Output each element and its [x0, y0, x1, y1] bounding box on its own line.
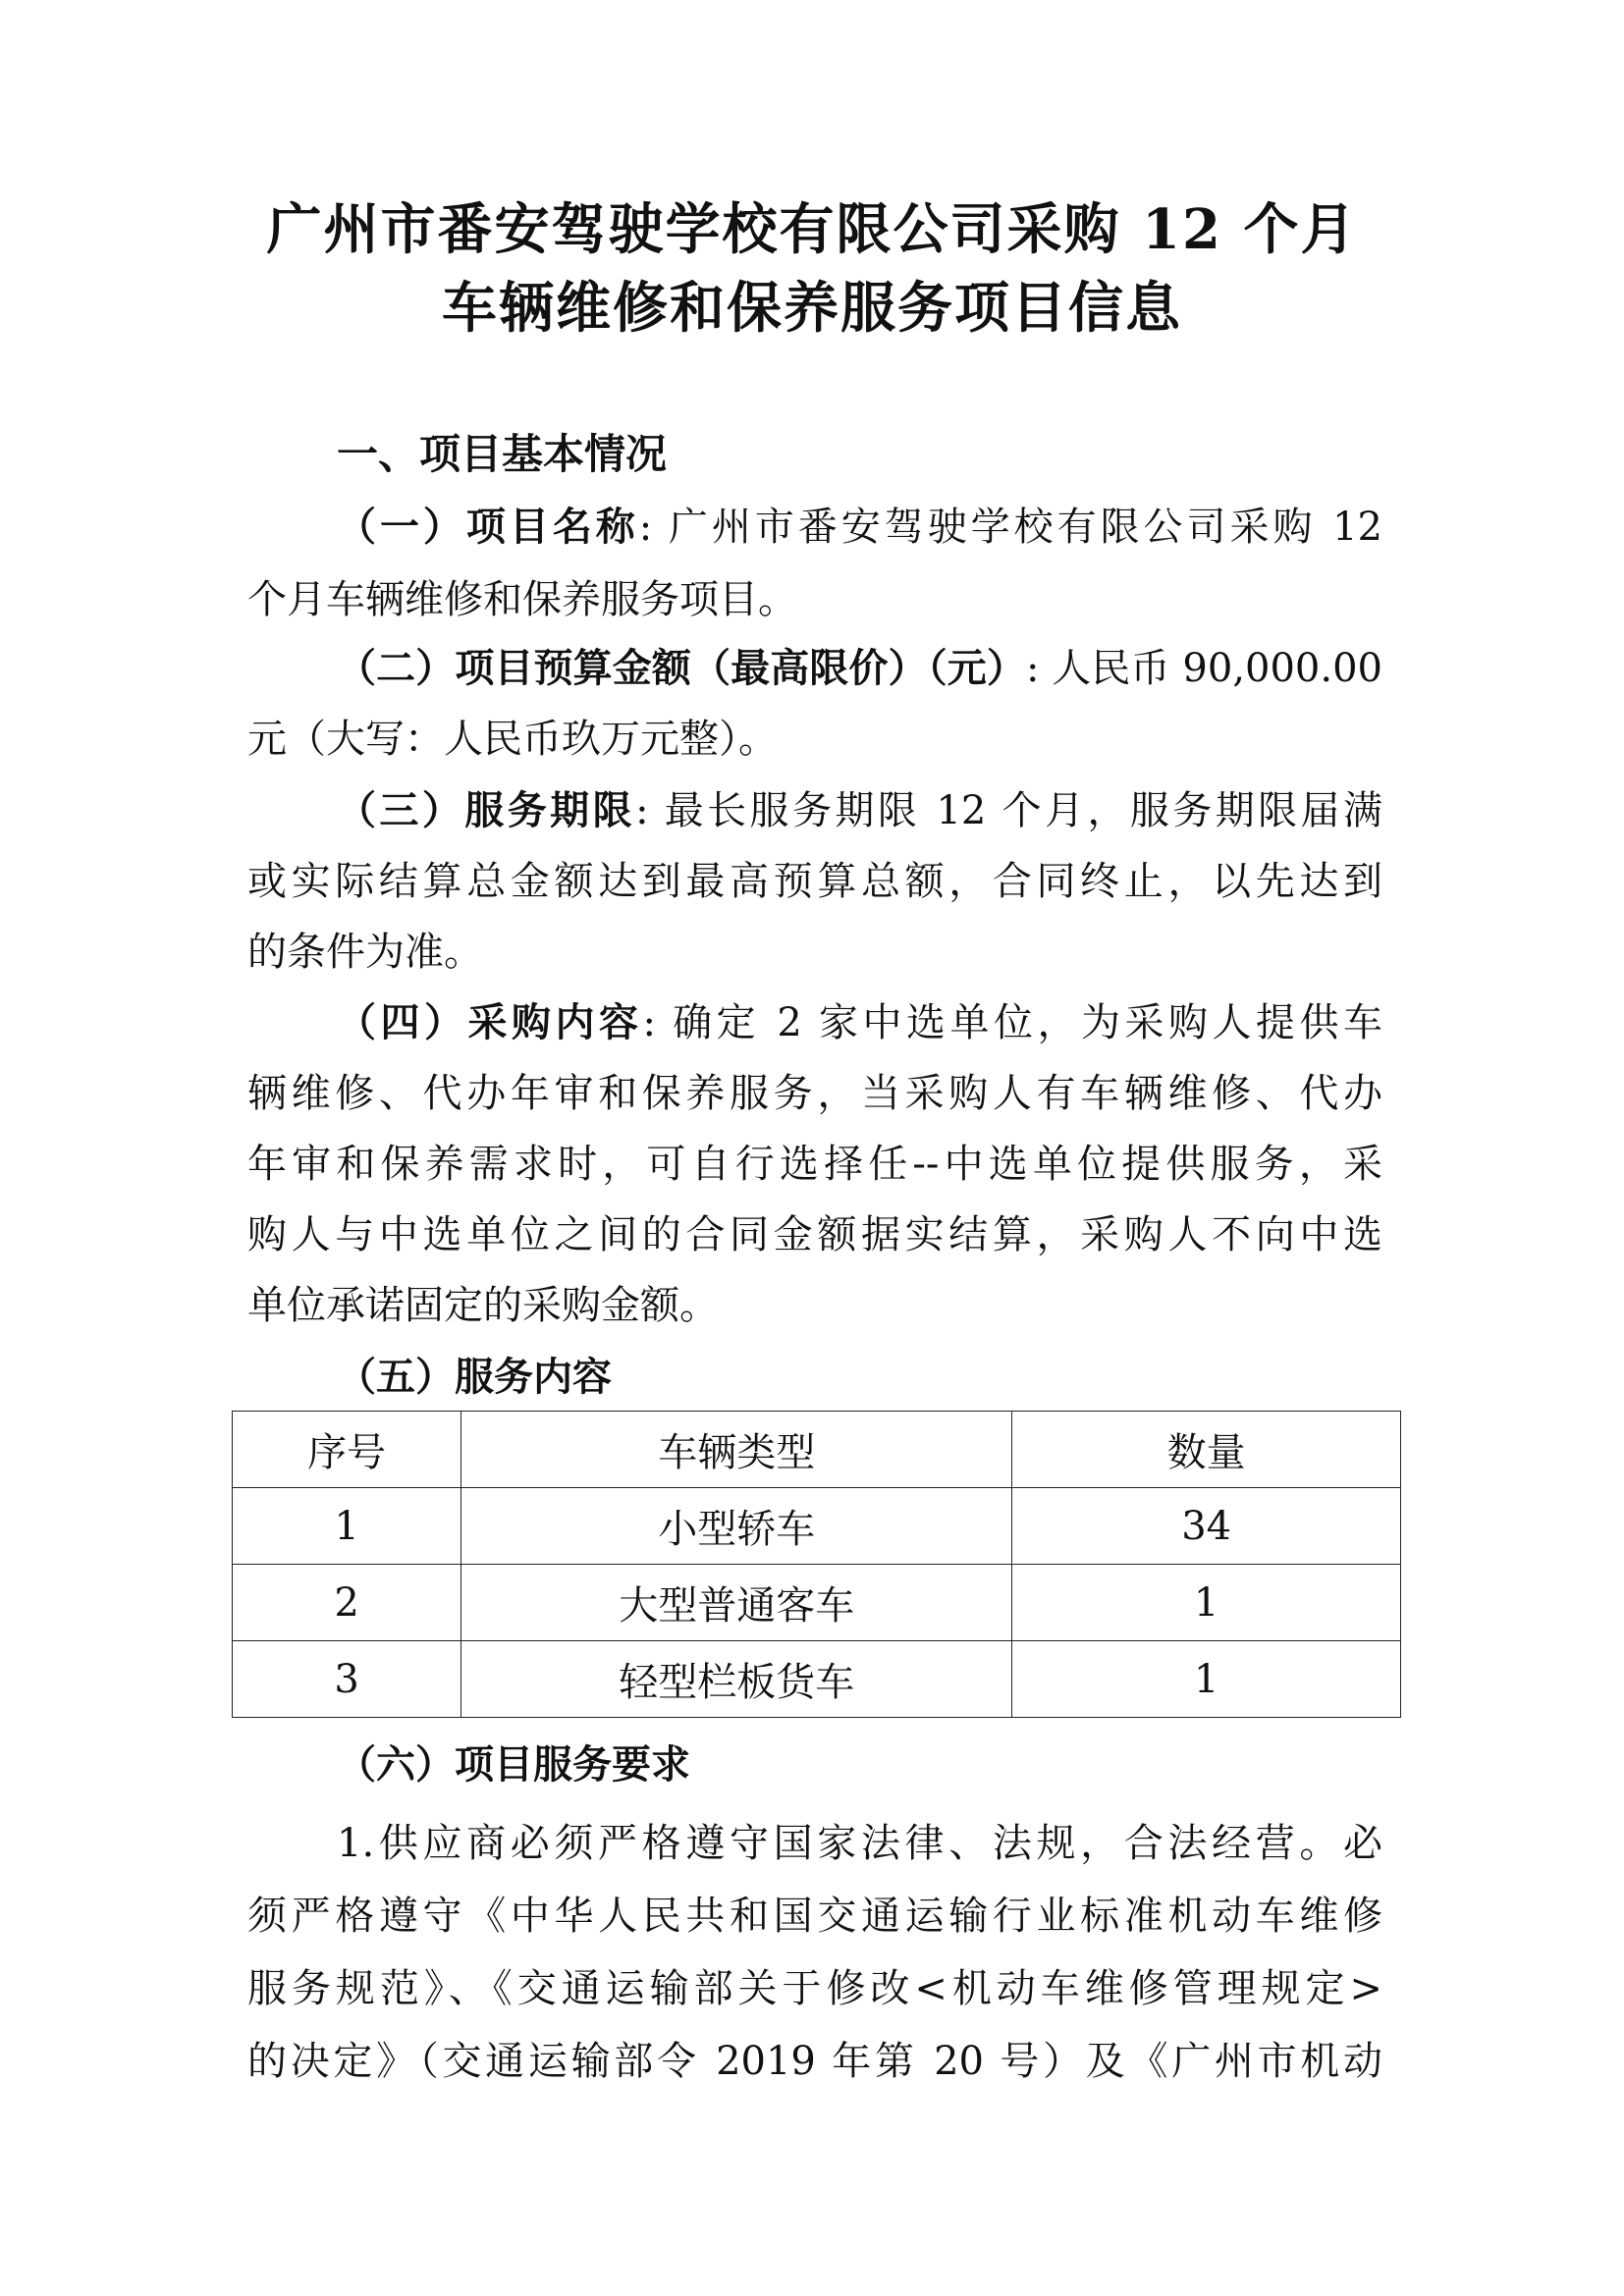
document-title-line-2: 车辆维修和保养服务项目信息: [442, 276, 1182, 341]
text-requirement-1-l3: 服务规范》、《交通运输部关于修改<机动车维修管理规定>: [247, 1966, 1382, 2011]
text-requirement-1-l4: 的决定》（交通运输部令 2019 年第 20 号）及《广州市机动: [247, 2039, 1382, 2084]
table-header-cell: 数量: [1012, 1412, 1401, 1488]
paragraph-procurement-content: [337, 997, 1382, 1048]
table-header-row: [233, 1412, 1401, 1488]
table-row: [233, 1641, 1401, 1718]
paragraph-service-period: [337, 785, 1382, 836]
label-service-period: （三）服务期限: [337, 787, 636, 833]
text-requirement-1-l1: 1.供应商必须严格遵守国家法律、法规，合法经营。必: [337, 1821, 1382, 1866]
label-service-requirements: （六）项目服务要求: [337, 1741, 690, 1788]
table-header-cell: 车辆类型: [461, 1412, 1012, 1488]
table-cell: 小型轿车: [461, 1488, 1012, 1565]
label-procurement-content: （四）采购内容: [337, 999, 643, 1045]
section-heading-basic-info: 一、项目基本情况: [337, 430, 668, 478]
label-budget: （二）项目预算金额（最高限价）（元）: [337, 645, 1026, 691]
paragraph-project-name: [337, 502, 1382, 553]
table-cell: 1: [1012, 1641, 1401, 1718]
table-cell: 大型普通客车: [461, 1565, 1012, 1641]
paragraph-budget: [337, 643, 1382, 694]
table-cell: 轻型栏板货车: [461, 1641, 1012, 1718]
text-requirement-1-l2: 须严格遵守《中华人民共和国交通运输行业标准机动车维修: [247, 1894, 1382, 1939]
label-service-content: （五）服务内容: [337, 1354, 612, 1400]
text-budget-l2: 元（大写：人民币玖万元整）。: [247, 717, 778, 762]
label-project-name: （一）项目名称: [337, 504, 639, 550]
text-service-period-l3: 的条件为准。: [247, 930, 483, 975]
table-cell: 1: [233, 1488, 461, 1565]
service-table: [232, 1411, 1401, 1718]
text-service-period-l1: : 最长服务期限 12 个月，服务期限届满: [635, 788, 1382, 833]
table-cell: 2: [233, 1565, 461, 1641]
table-cell: 3: [233, 1641, 461, 1718]
text-procurement-l3: 年审和保养需求时，可自行选择任--中选单位提供服务，采: [247, 1142, 1382, 1187]
table-row: [233, 1488, 1401, 1565]
text-project-name-l2: 个月车辆维修和保养服务项目。: [247, 577, 797, 622]
table-cell: 34: [1012, 1488, 1401, 1565]
text-procurement-l2: 辆维修、代办年审和保养服务，当采购人有车辆维修、代办: [247, 1071, 1382, 1116]
text-procurement-l5: 单位承诺固定的采购金额。: [247, 1283, 719, 1328]
table-row: [233, 1565, 1401, 1641]
text-project-name-l1: : 广州市番安驾驶学校有限公司采购 12: [638, 505, 1382, 550]
table-cell: 1: [1012, 1565, 1401, 1641]
text-procurement-l4: 购人与中选单位之间的合同金额据实结算，采购人不向中选: [247, 1212, 1382, 1257]
text-budget-l1: : 人民币 90,000.00: [1025, 646, 1382, 691]
table-header-cell: 序号: [233, 1412, 461, 1488]
text-procurement-l1: : 确定 2 家中选单位，为采购人提供车: [642, 1000, 1382, 1045]
text-service-period-l2: 或实际结算总金额达到最高预算总额，合同终止，以先达到: [247, 859, 1382, 904]
document-title-line-1: 广州市番安驾驶学校有限公司采购 12 个月: [266, 197, 1358, 262]
